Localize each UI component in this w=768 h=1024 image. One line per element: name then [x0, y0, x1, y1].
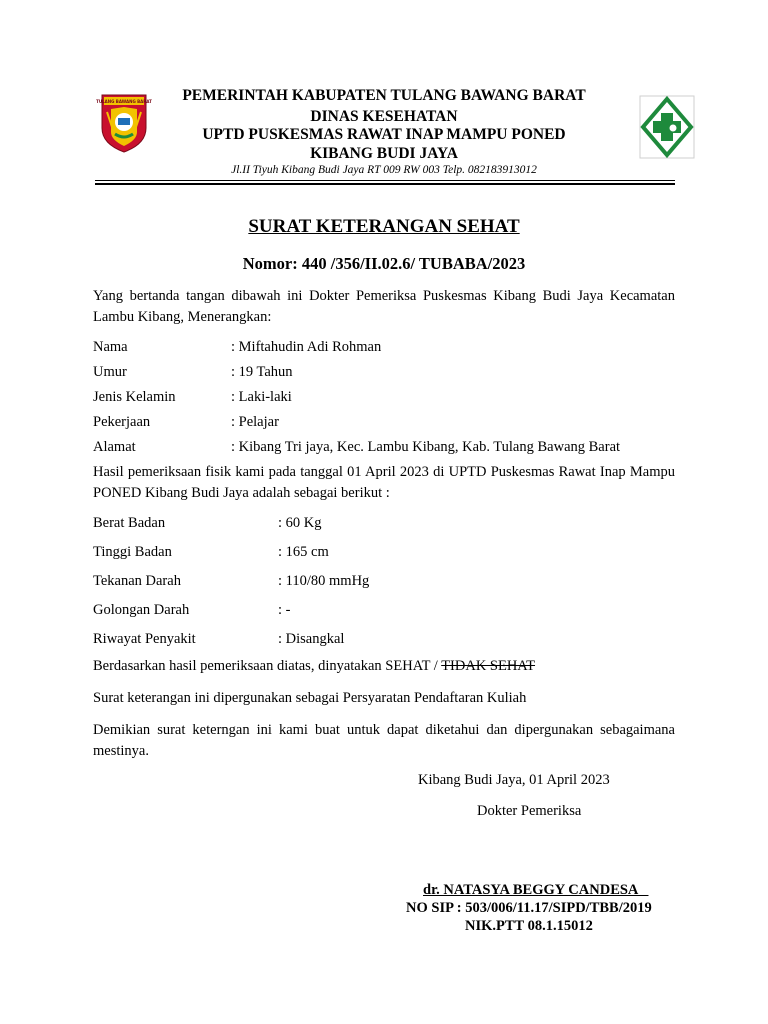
letterhead-institution: UPTD PUSKESMAS RAWAT INAP MAMPU PONED [202, 126, 566, 143]
identity-label: Alamat [93, 439, 136, 455]
exam-value: : Disangkal [278, 631, 345, 647]
identity-value: : Miftahudin Adi Rohman [231, 339, 382, 355]
letterhead-divider-thick [95, 183, 675, 185]
document-number: Nomor: 440 /356/II.02.6/ TUBABA/2023 [242, 254, 526, 273]
struck-unhealthy-text: TIDAK SEHAT [441, 658, 536, 674]
identity-label: Nama [93, 339, 128, 355]
signer-name: dr. NATASYA BEGGY CANDESA [423, 882, 649, 898]
letterhead-address: Jl.II Tiyuh Kibang Budi Jaya RT 009 RW 003 Telp. 082183913012 [231, 164, 537, 176]
letterhead-department: DINAS KESEHATAN [310, 108, 458, 125]
exam-value: : 110/80 mmHg [278, 573, 370, 589]
signer-nik: NIK.PTT 08.1.15012 [465, 918, 593, 934]
exam-intro-paragraph: Hasil pemeriksaan fisik kami pada tanggal 01 April 2023 di UPTD Puskesmas Rawat Inap Mampu PONED Kibang Budi Jaya adalah sebagai berikut : [93, 464, 675, 501]
exam-label: Riwayat Penyakit [93, 631, 196, 647]
letterhead-divider-thin [95, 180, 675, 181]
exam-label: Tinggi Badan [93, 544, 172, 560]
exam-value: : 165 cm [278, 544, 329, 560]
document-title: SURAT KETERANGAN SEHAT [248, 216, 520, 237]
letterhead-location: KIBANG BUDI JAYA [310, 145, 458, 162]
place-date: Kibang Budi Jaya, 01 April 2023 [418, 772, 610, 788]
identity-value: : 19 Tahun [231, 364, 293, 380]
identity-label: Jenis Kelamin [93, 389, 176, 405]
identity-value: : Pelajar [231, 414, 279, 430]
purpose-paragraph: Surat keterangan ini dipergunakan sebagai Persyaratan Pendaftaran Kuliah [93, 690, 527, 706]
identity-value: : Laki-laki [231, 389, 292, 405]
identity-label: Umur [93, 364, 127, 380]
exam-value: : - [278, 602, 291, 618]
conclusion-text: Berdasarkan hasil pemeriksaan diatas, dinyatakan SEHAT / [93, 658, 442, 674]
exam-value: : 60 Kg [278, 515, 322, 531]
signer-role: Dokter Pemeriksa [477, 803, 582, 819]
exam-label: Golongan Darah [93, 602, 190, 618]
identity-label: Pekerjaan [93, 414, 151, 430]
identity-value: : Kibang Tri jaya, Kec. Lambu Kibang, Kab. Tulang Bawang Barat [231, 439, 621, 455]
exam-label: Berat Badan [93, 515, 166, 531]
intro-paragraph: Yang bertanda tangan dibawah ini Dokter Pemeriksa Puskesmas Kibang Budi Jaya Kecamatan Lambu Kibang, Menerangkan: [93, 288, 675, 325]
letterhead-government: PEMERINTAH KABUPATEN TULANG BAWANG BARAT [182, 87, 586, 104]
regency-emblem-icon [96, 92, 152, 154]
exam-label: Tekanan Darah [93, 573, 181, 589]
conclusion-paragraph [93, 656, 675, 677]
emblem-banner-text: TULANG BAWANG BARAT [96, 99, 152, 104]
closing-paragraph: Demikian surat keterngan ini kami buat untuk dapat diketahui dan dipergunakan sebagaimana mestinya. [93, 722, 675, 759]
puskesmas-cross-icon [639, 95, 695, 159]
signer-sip-number: NO SIP : 503/006/11.17/SIPD/TBB/2019 [406, 900, 652, 916]
